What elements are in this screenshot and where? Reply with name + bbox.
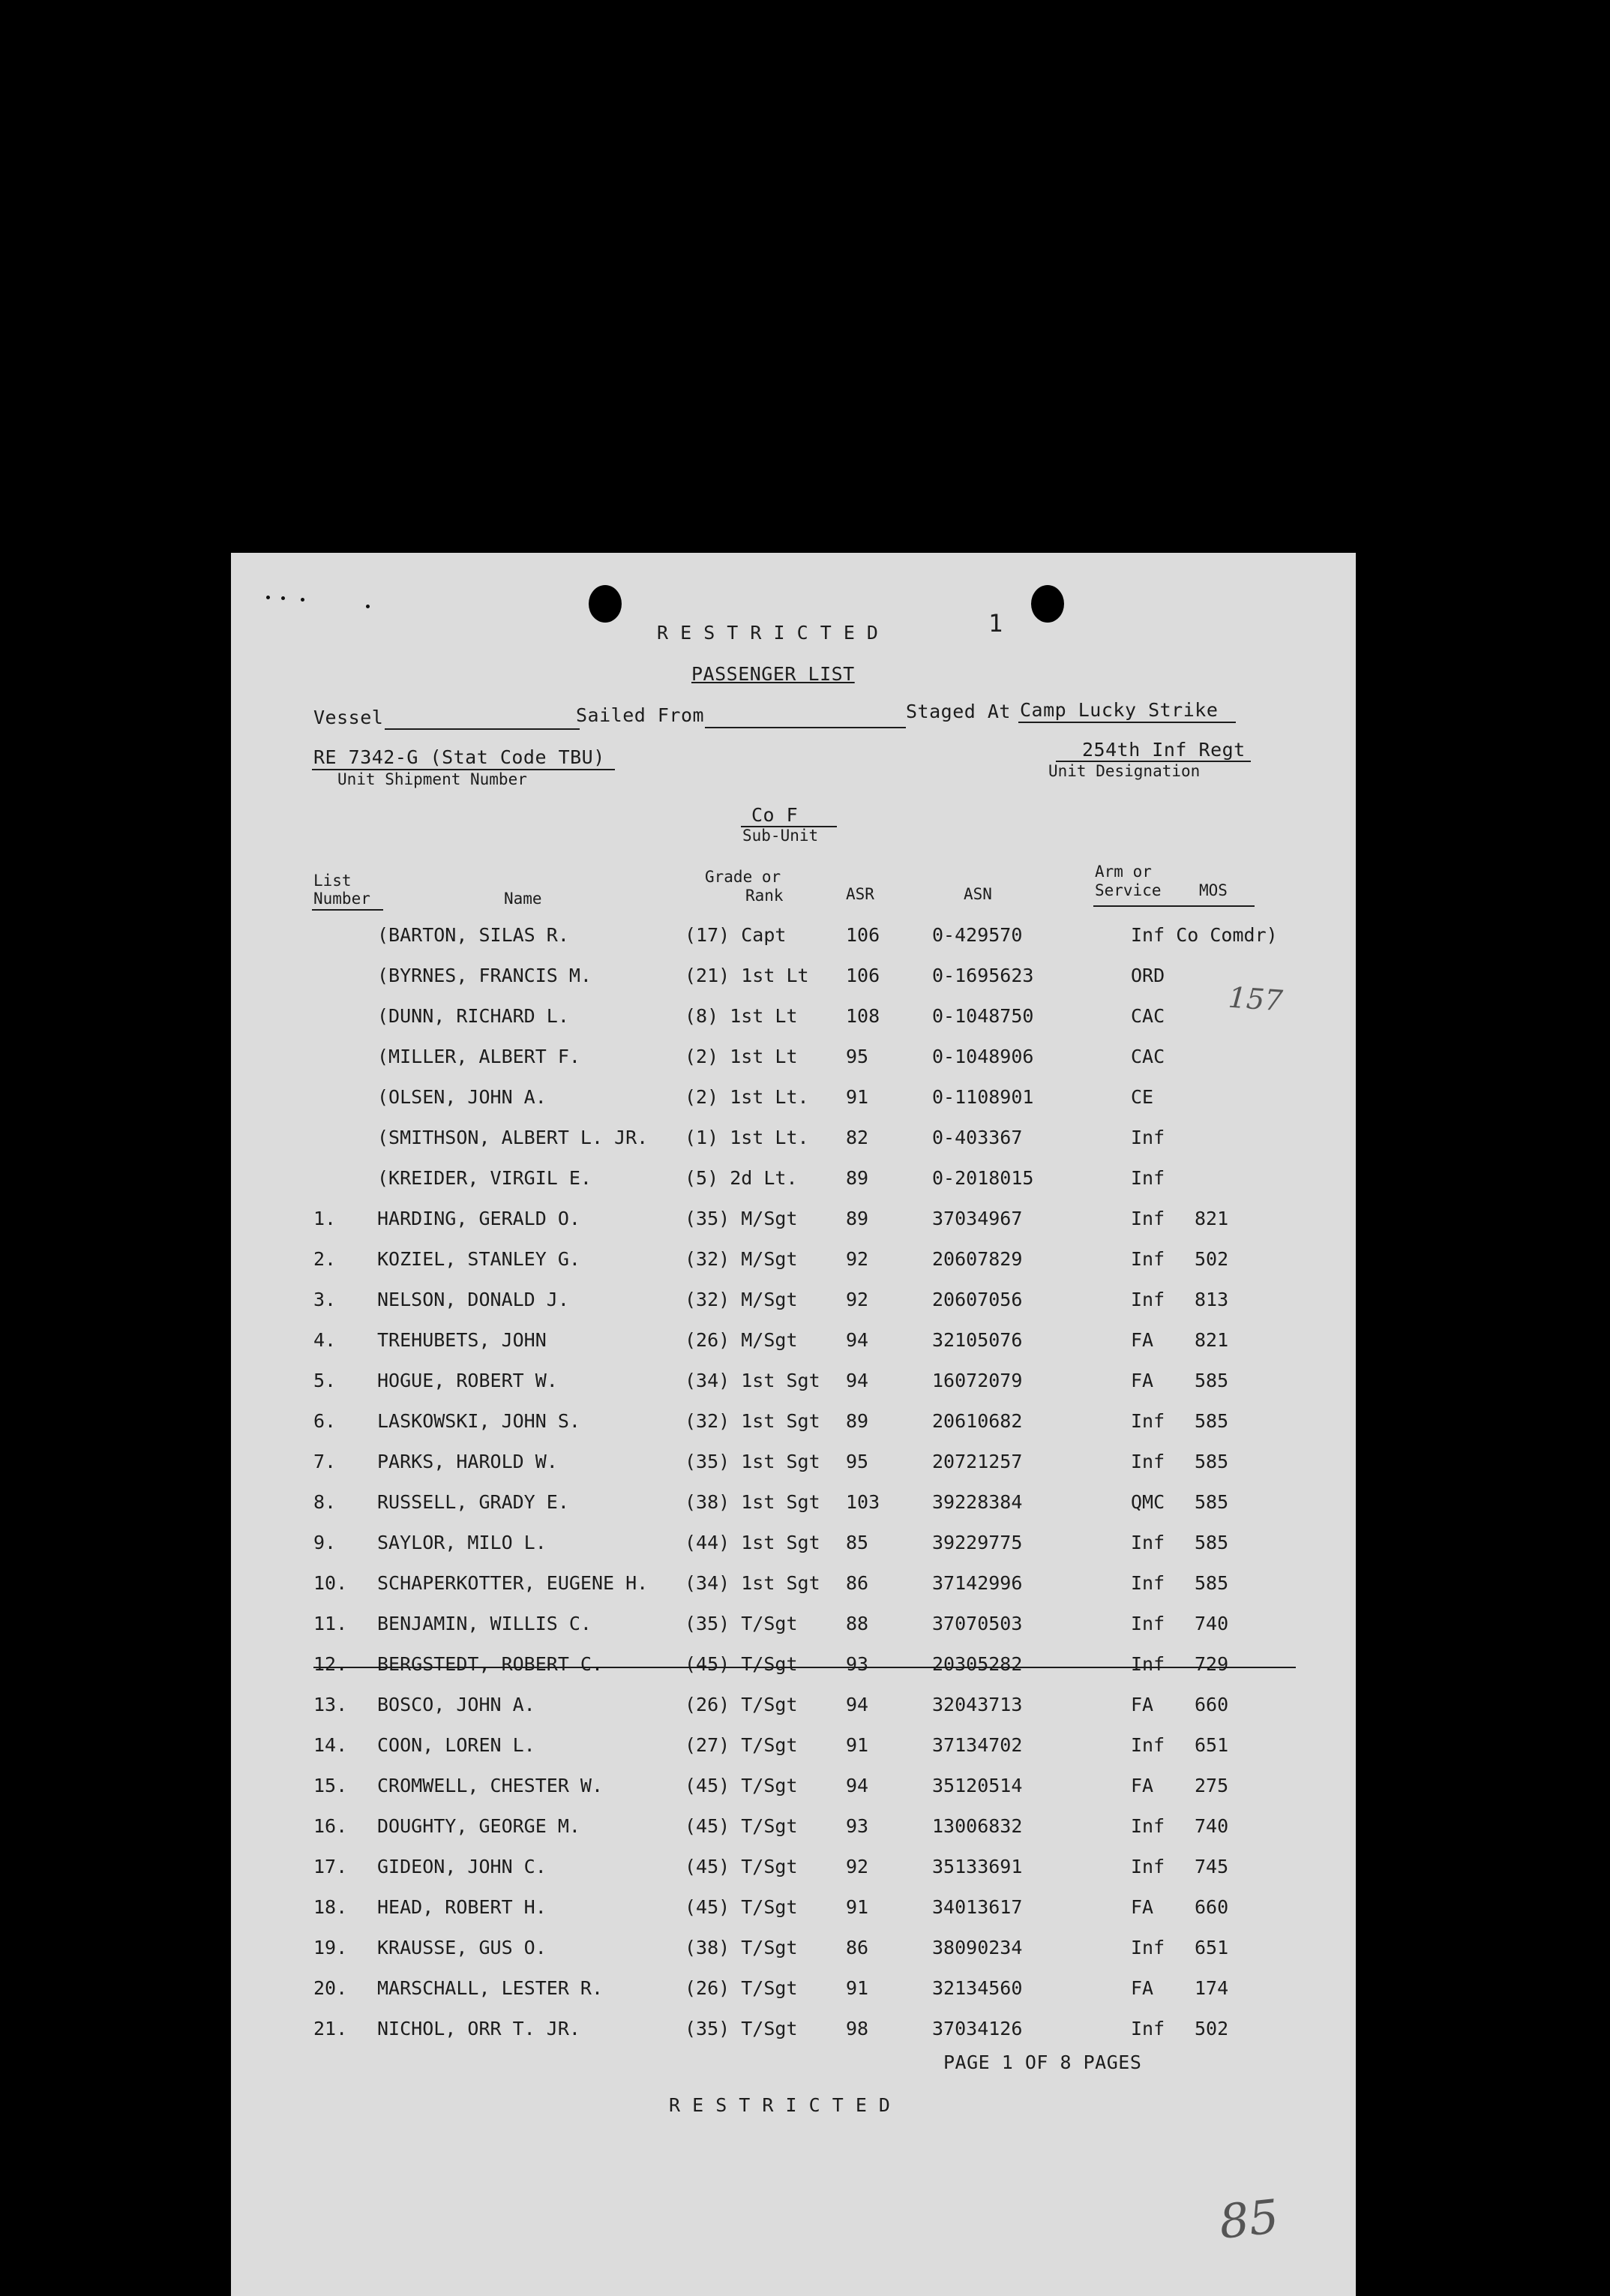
passenger-arm: Inf — [1131, 1856, 1165, 1877]
list-number: 6. — [313, 1410, 337, 1432]
passenger-grade: (17) Capt — [685, 924, 787, 946]
restricted-top: R E S T R I C T E D — [657, 622, 879, 644]
enlisted-row — [231, 1451, 1356, 1481]
enlisted-row — [231, 1775, 1356, 1805]
passenger-grade: (32) M/Sgt — [685, 1289, 798, 1310]
list-number: 7. — [313, 1451, 337, 1472]
staged-at-value: Camp Lucky Strike — [1020, 699, 1219, 721]
unit-caption: Unit Designation — [1048, 762, 1201, 780]
enlisted-row — [231, 1329, 1356, 1359]
passenger-name: (DUNN, RICHARD L. — [377, 1005, 569, 1027]
passenger-asn: 20610682 — [932, 1410, 1023, 1432]
paper-speck — [301, 598, 304, 602]
passenger-grade: (45) T/Sgt — [685, 1815, 798, 1837]
passenger-grade: (5) 2d Lt. — [685, 1167, 798, 1189]
enlisted-row — [231, 1532, 1356, 1562]
passenger-asn: 0-1048750 — [932, 1005, 1034, 1027]
handwritten-85: 85 — [1216, 2189, 1282, 2249]
passenger-mos: 275 — [1195, 1775, 1229, 1796]
passenger-grade: (45) T/Sgt — [685, 1856, 798, 1877]
page-info: PAGE 1 OF 8 PAGES — [943, 2051, 1142, 2073]
staged-at-underline — [1018, 722, 1236, 723]
passenger-asr: 108 — [846, 1005, 880, 1027]
passenger-asr: 95 — [846, 1046, 869, 1067]
passenger-arm: Inf — [1131, 1248, 1165, 1270]
passenger-name: (SMITHSON, ALBERT L. JR. — [377, 1127, 649, 1148]
passenger-asr: 91 — [846, 1977, 869, 1999]
passenger-grade: (44) 1st Sgt — [685, 1532, 820, 1553]
passenger-name: COON, LOREN L. — [377, 1734, 535, 1756]
passenger-asn: 20721257 — [932, 1451, 1023, 1472]
passenger-arm: Inf Co Comdr) — [1131, 924, 1278, 946]
passenger-asn: 35133691 — [932, 1856, 1023, 1877]
passenger-asr: 82 — [846, 1127, 869, 1148]
folio-mark: 1 — [988, 609, 1003, 638]
passenger-grade: (26) T/Sgt — [685, 1694, 798, 1715]
passenger-asn: 32134560 — [932, 1977, 1023, 1999]
passenger-name: KRAUSSE, GUS O. — [377, 1937, 547, 1958]
passenger-name: (MILLER, ALBERT F. — [377, 1046, 580, 1067]
passenger-asn: 20305282 — [932, 1653, 1023, 1675]
list-number: 14. — [313, 1734, 348, 1756]
passenger-asr: 103 — [846, 1491, 880, 1513]
passenger-arm: Inf — [1131, 1167, 1165, 1189]
passenger-asr: 88 — [846, 1613, 869, 1634]
passenger-grade: (34) 1st Sgt — [685, 1572, 820, 1594]
passenger-asr: 98 — [846, 2018, 869, 2039]
restricted-bottom: R E S T R I C T E D — [669, 2094, 891, 2116]
passenger-mos: 740 — [1195, 1815, 1229, 1837]
passenger-asn: 32105076 — [932, 1329, 1023, 1351]
shipment-number: RE 7342-G (Stat Code TBU) — [313, 746, 605, 768]
list-number: 4. — [313, 1329, 337, 1351]
passenger-asn: 37070503 — [932, 1613, 1023, 1634]
passenger-mos: 651 — [1195, 1734, 1229, 1756]
list-number: 1. — [313, 1208, 337, 1229]
passenger-name: (BYRNES, FRANCIS M. — [377, 965, 592, 986]
passenger-asn: 0-1048906 — [932, 1046, 1034, 1067]
passenger-name: HARDING, GERALD O. — [377, 1208, 580, 1229]
passenger-arm: Inf — [1131, 1653, 1165, 1675]
passenger-name: PARKS, HAROLD W. — [377, 1451, 558, 1472]
passenger-asn: 0-1695623 — [932, 965, 1034, 986]
enlisted-row — [231, 1613, 1356, 1643]
passenger-mos: 585 — [1195, 1532, 1229, 1553]
passenger-grade: (35) T/Sgt — [685, 2018, 798, 2039]
passenger-arm: FA — [1131, 1977, 1154, 1999]
passenger-arm: Inf — [1131, 1937, 1165, 1958]
passenger-arm: FA — [1131, 1329, 1154, 1351]
enlisted-row — [231, 1937, 1356, 1967]
passenger-asn: 20607056 — [932, 1289, 1023, 1310]
col-arm-header: Arm or — [1095, 863, 1152, 881]
enlisted-row — [231, 1289, 1356, 1319]
passenger-grade: (38) T/Sgt — [685, 1937, 798, 1958]
passenger-mos: 821 — [1195, 1208, 1229, 1229]
passenger-arm: Inf — [1131, 2018, 1165, 2039]
passenger-asn: 13006832 — [932, 1815, 1023, 1837]
passenger-grade: (34) 1st Sgt — [685, 1370, 820, 1391]
passenger-name: GIDEON, JOHN C. — [377, 1856, 547, 1877]
col-list-header-2: Number — [313, 890, 370, 908]
passenger-arm: Inf — [1131, 1451, 1165, 1472]
col-grade-header: Grade or — [705, 868, 781, 886]
passenger-mos: 821 — [1195, 1329, 1229, 1351]
list-number: 8. — [313, 1491, 337, 1513]
passenger-name: NICHOL, ORR T. JR. — [377, 2018, 580, 2039]
passenger-asn: 39228384 — [932, 1491, 1023, 1513]
passenger-grade: (32) 1st Sgt — [685, 1410, 820, 1432]
passenger-grade: (45) T/Sgt — [685, 1896, 798, 1918]
passenger-asn: 0-2018015 — [932, 1167, 1034, 1189]
officer-row — [231, 1127, 1356, 1157]
passenger-arm: CAC — [1131, 1005, 1165, 1027]
passenger-grade: (1) 1st Lt. — [685, 1127, 809, 1148]
passenger-asn: 39229775 — [932, 1532, 1023, 1553]
passenger-name: SAYLOR, MILO L. — [377, 1532, 547, 1553]
passenger-grade: (2) 1st Lt — [685, 1046, 798, 1067]
passenger-asr: 89 — [846, 1167, 869, 1189]
passenger-arm: Inf — [1131, 1289, 1165, 1310]
passenger-asr: 93 — [846, 1815, 869, 1837]
passenger-arm: Inf — [1131, 1815, 1165, 1837]
passenger-arm: QMC — [1131, 1491, 1165, 1513]
passenger-grade: (45) T/Sgt — [685, 1653, 798, 1675]
unit-designation: 254th Inf Regt — [1082, 739, 1246, 761]
passenger-asr: 89 — [846, 1208, 869, 1229]
shipment-caption: Unit Shipment Number — [337, 770, 527, 788]
vessel-blank — [385, 728, 580, 730]
passenger-grade: (35) 1st Sgt — [685, 1451, 820, 1472]
list-number: 15. — [313, 1775, 348, 1796]
col-asr-header: ASR — [846, 885, 874, 903]
list-number: 21. — [313, 2018, 348, 2039]
passenger-mos: 585 — [1195, 1451, 1229, 1472]
passenger-name: BERGSTEDT, ROBERT C. — [377, 1653, 604, 1675]
passenger-grade: (32) M/Sgt — [685, 1248, 798, 1270]
handwritten-157: 157 — [1227, 980, 1284, 1018]
enlisted-row — [231, 1208, 1356, 1238]
passenger-mos: 585 — [1195, 1410, 1229, 1432]
officer-row — [231, 924, 1356, 954]
enlisted-row — [231, 1694, 1356, 1724]
passenger-asn: 37142996 — [932, 1572, 1023, 1594]
document-title: PASSENGER LIST — [691, 663, 855, 685]
enlisted-row — [231, 1896, 1356, 1926]
passenger-asr: 86 — [846, 1572, 869, 1594]
passenger-name: KOZIEL, STANLEY G. — [377, 1248, 580, 1270]
passenger-mos: 585 — [1195, 1491, 1229, 1513]
list-number: 12. — [313, 1653, 348, 1675]
passenger-asn: 0-403367 — [932, 1127, 1023, 1148]
passenger-name: (KREIDER, VIRGIL E. — [377, 1167, 592, 1189]
passenger-grade: (8) 1st Lt — [685, 1005, 798, 1027]
passenger-arm: CE — [1131, 1086, 1154, 1108]
list-number: 9. — [313, 1532, 337, 1553]
passenger-mos: 740 — [1195, 1613, 1229, 1634]
paper-speck — [366, 605, 370, 608]
passenger-mos: 585 — [1195, 1572, 1229, 1594]
sailed-from-blank — [705, 727, 906, 728]
passenger-name: (BARTON, SILAS R. — [377, 924, 569, 946]
passenger-arm: Inf — [1131, 1532, 1165, 1553]
passenger-name: RUSSELL, GRADY E. — [377, 1491, 569, 1513]
passenger-mos: 660 — [1195, 1896, 1229, 1918]
col-mos-header: MOS — [1199, 881, 1228, 899]
passenger-arm: Inf — [1131, 1734, 1165, 1756]
passenger-asn: 16072079 — [932, 1370, 1023, 1391]
officer-row — [231, 965, 1356, 995]
passenger-asr: 92 — [846, 1856, 869, 1877]
passenger-name: (OLSEN, JOHN A. — [377, 1086, 547, 1108]
punch-hole-right — [1031, 585, 1064, 623]
arm-mos-underline — [1093, 905, 1255, 907]
passenger-name: LASKOWSKI, JOHN S. — [377, 1410, 580, 1432]
passenger-grade: (38) 1st Sgt — [685, 1491, 820, 1513]
passenger-grade: (26) T/Sgt — [685, 1977, 798, 1999]
passenger-mos: 813 — [1195, 1289, 1229, 1310]
passenger-arm: FA — [1131, 1694, 1154, 1715]
passenger-mos: 502 — [1195, 1248, 1229, 1270]
passenger-arm: CAC — [1131, 1046, 1165, 1067]
passenger-asr: 93 — [846, 1653, 869, 1675]
passenger-asn: 20607829 — [932, 1248, 1023, 1270]
passenger-name: MARSCHALL, LESTER R. — [377, 1977, 604, 1999]
officer-row — [231, 1167, 1356, 1197]
passenger-asn: 34013617 — [932, 1896, 1023, 1918]
passenger-asr: 94 — [846, 1329, 869, 1351]
col-arm-header-2: Service — [1095, 881, 1162, 899]
passenger-arm: Inf — [1131, 1127, 1165, 1148]
sub-unit-caption: Sub-Unit — [742, 827, 819, 845]
passenger-asn: 37134702 — [932, 1734, 1023, 1756]
passenger-asn: 0-1108901 — [932, 1086, 1034, 1108]
passenger-asn: 38090234 — [932, 1937, 1023, 1958]
passenger-asr: 92 — [846, 1289, 869, 1310]
passenger-grade: (45) T/Sgt — [685, 1775, 798, 1796]
enlisted-row — [231, 1653, 1356, 1683]
passenger-arm: FA — [1131, 1775, 1154, 1796]
list-number: 2. — [313, 1248, 337, 1270]
passenger-mos: 174 — [1195, 1977, 1229, 1999]
enlisted-row — [231, 1248, 1356, 1278]
passenger-mos: 502 — [1195, 2018, 1229, 2039]
col-name-header: Name — [504, 890, 542, 908]
passenger-arm: FA — [1131, 1370, 1154, 1391]
passenger-asn: 32043713 — [932, 1694, 1023, 1715]
list-number: 20. — [313, 1977, 348, 1999]
passenger-asr: 85 — [846, 1532, 869, 1553]
passenger-list-page — [231, 553, 1356, 2296]
passenger-asr: 89 — [846, 1410, 869, 1432]
col-asn-header: ASN — [964, 885, 992, 903]
staged-at-label: Staged At — [906, 701, 1011, 722]
passenger-asr: 91 — [846, 1896, 869, 1918]
enlisted-row — [231, 1856, 1356, 1886]
passenger-mos: 651 — [1195, 1937, 1229, 1958]
passenger-arm: FA — [1131, 1896, 1154, 1918]
passenger-name: NELSON, DONALD J. — [377, 1289, 569, 1310]
list-number: 10. — [313, 1572, 348, 1594]
list-number: 18. — [313, 1896, 348, 1918]
paper-speck — [266, 596, 270, 599]
passenger-grade: (2) 1st Lt. — [685, 1086, 809, 1108]
enlisted-row — [231, 1815, 1356, 1845]
enlisted-row — [231, 1410, 1356, 1440]
passenger-mos: 729 — [1195, 1653, 1229, 1675]
passenger-name: HEAD, ROBERT H. — [377, 1896, 547, 1918]
passenger-asn: 35120514 — [932, 1775, 1023, 1796]
passenger-asr: 95 — [846, 1451, 869, 1472]
enlisted-row — [231, 1491, 1356, 1521]
list-number: 17. — [313, 1856, 348, 1877]
passenger-grade: (35) M/Sgt — [685, 1208, 798, 1229]
vessel-label: Vessel — [313, 707, 384, 728]
passenger-name: BENJAMIN, WILLIS C. — [377, 1613, 592, 1634]
passenger-asr: 91 — [846, 1086, 869, 1108]
passenger-name: CROMWELL, CHESTER W. — [377, 1775, 604, 1796]
passenger-arm: Inf — [1131, 1208, 1165, 1229]
passenger-mos: 660 — [1195, 1694, 1229, 1715]
list-number: 3. — [313, 1289, 337, 1310]
officer-row — [231, 1086, 1356, 1116]
passenger-name: BOSCO, JOHN A. — [377, 1694, 535, 1715]
passenger-asn: 0-429570 — [932, 924, 1023, 946]
passenger-grade: (26) M/Sgt — [685, 1329, 798, 1351]
passenger-grade: (35) T/Sgt — [685, 1613, 798, 1634]
list-number: 11. — [313, 1613, 348, 1634]
paper-speck — [281, 596, 285, 600]
passenger-arm: Inf — [1131, 1613, 1165, 1634]
passenger-asr: 94 — [846, 1694, 869, 1715]
enlisted-row — [231, 1734, 1356, 1764]
passenger-asr: 86 — [846, 1937, 869, 1958]
passenger-arm: ORD — [1131, 965, 1165, 986]
enlisted-row — [231, 1370, 1356, 1400]
passenger-asr: 94 — [846, 1775, 869, 1796]
sub-unit: Co F — [751, 804, 799, 826]
passenger-grade: (27) T/Sgt — [685, 1734, 798, 1756]
col-list-header: List — [313, 872, 352, 890]
punch-hole-left — [589, 585, 622, 623]
passenger-mos: 585 — [1195, 1370, 1229, 1391]
passenger-arm: Inf — [1131, 1572, 1165, 1594]
list-number: 13. — [313, 1694, 348, 1715]
col-grade-header-2: Rank — [745, 887, 784, 905]
list-underline — [312, 909, 383, 911]
passenger-name: SCHAPERKOTTER, EUGENE H. — [377, 1572, 649, 1594]
passenger-name: DOUGHTY, GEORGE M. — [377, 1815, 580, 1837]
passenger-name: HOGUE, ROBERT W. — [377, 1370, 558, 1391]
list-number: 5. — [313, 1370, 337, 1391]
enlisted-row — [231, 2018, 1356, 2048]
sailed-from-label: Sailed From — [576, 704, 705, 726]
passenger-asn: 37034967 — [932, 1208, 1023, 1229]
strikethrough-line — [313, 1667, 1296, 1668]
enlisted-row — [231, 1572, 1356, 1602]
passenger-asn: 37034126 — [932, 2018, 1023, 2039]
passenger-asr: 106 — [846, 924, 880, 946]
passenger-asr: 92 — [846, 1248, 869, 1270]
passenger-asr: 106 — [846, 965, 880, 986]
list-number: 19. — [313, 1937, 348, 1958]
officer-row — [231, 1046, 1356, 1076]
passenger-grade: (21) 1st Lt — [685, 965, 809, 986]
enlisted-row — [231, 1977, 1356, 2007]
passenger-asr: 91 — [846, 1734, 869, 1756]
passenger-arm: Inf — [1131, 1410, 1165, 1432]
passenger-asr: 94 — [846, 1370, 869, 1391]
officer-row — [231, 1005, 1356, 1035]
passenger-mos: 745 — [1195, 1856, 1229, 1877]
passenger-name: TREHUBETS, JOHN — [377, 1329, 547, 1351]
list-number: 16. — [313, 1815, 348, 1837]
